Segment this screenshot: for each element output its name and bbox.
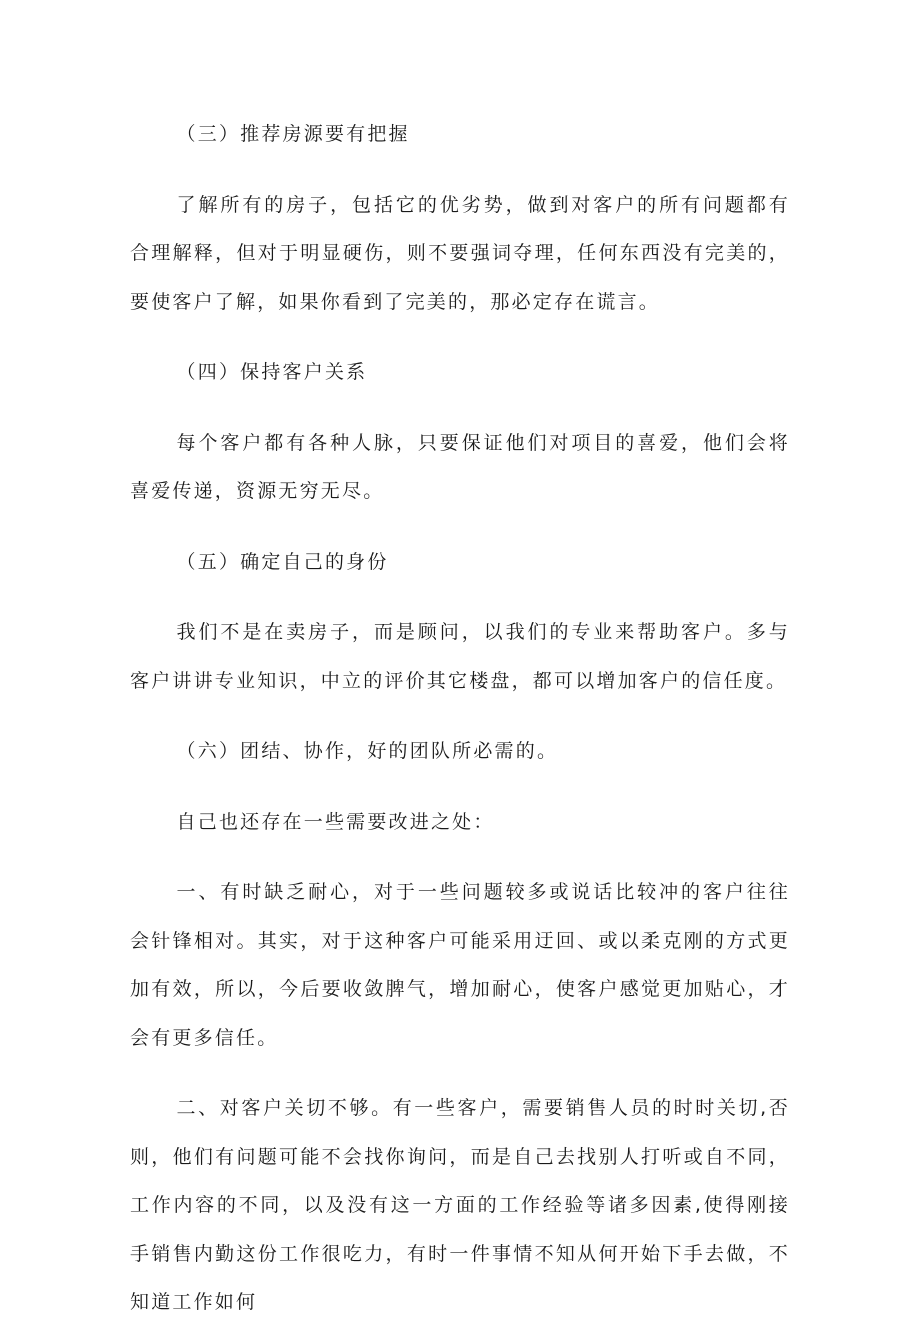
section-heading-teamwork: （六）团结、协作，好的团队所必需的。: [176, 740, 559, 762]
section-heading-improvements: 自己也还存在一些需要改进之处：: [176, 810, 495, 833]
section-heading-maintain-relations: （四）保持客户关系: [176, 361, 368, 383]
section-heading-define-identity: （五）确定自己的身份: [176, 550, 389, 573]
paragraph-consultant-role: 我们不是在卖房子，而是顾问，以我们的专业来帮助客户。多与客户讲讲专业知识，中立的评价其它楼盘，都可以增加客户的信任度。: [130, 621, 790, 692]
paragraph-improvement-patience: 一、有时缺乏耐心，对于一些问题较多或说话比较冲的客户往往会针锋相对。其实，对于这种客户可能采用迂回、或以柔克刚的方式更加有效，所以，今后要收敛脾气，增加耐心，使客户感觉更加贴心，才会有更多信任。: [130, 881, 790, 1049]
paragraph-know-properties: 了解所有的房子，包括它的优劣势，做到对客户的所有问题都有合理解释，但对于明显硬伤，则不要强词夺理，任何东西没有完美的，要使客户了解，如果你看到了完美的，那必定存在谎言。: [130, 193, 790, 313]
paragraph-customer-network: 每个客户都有各种人脉，只要保证他们对项目的喜爱，他们会将喜爱传递，资源无穷无尽。: [130, 431, 790, 502]
paragraph-improvement-care: 二、对客户关切不够。有一些客户，需要销售人员的时时关切,否则，他们有问题可能不会找你询问，而是自己去找别人打听或自不同，工作内容的不同，以及没有这一方面的工作经验等诸多因素,使得刚接手销售内勤这份工作很吃力，有时一件事情不知从何开始下手去做，不知道工作如何: [130, 1097, 790, 1313]
document-body: [130, 110, 790, 1327]
section-heading-recommend-listings: （三）推荐房源要有把握: [176, 123, 410, 145]
